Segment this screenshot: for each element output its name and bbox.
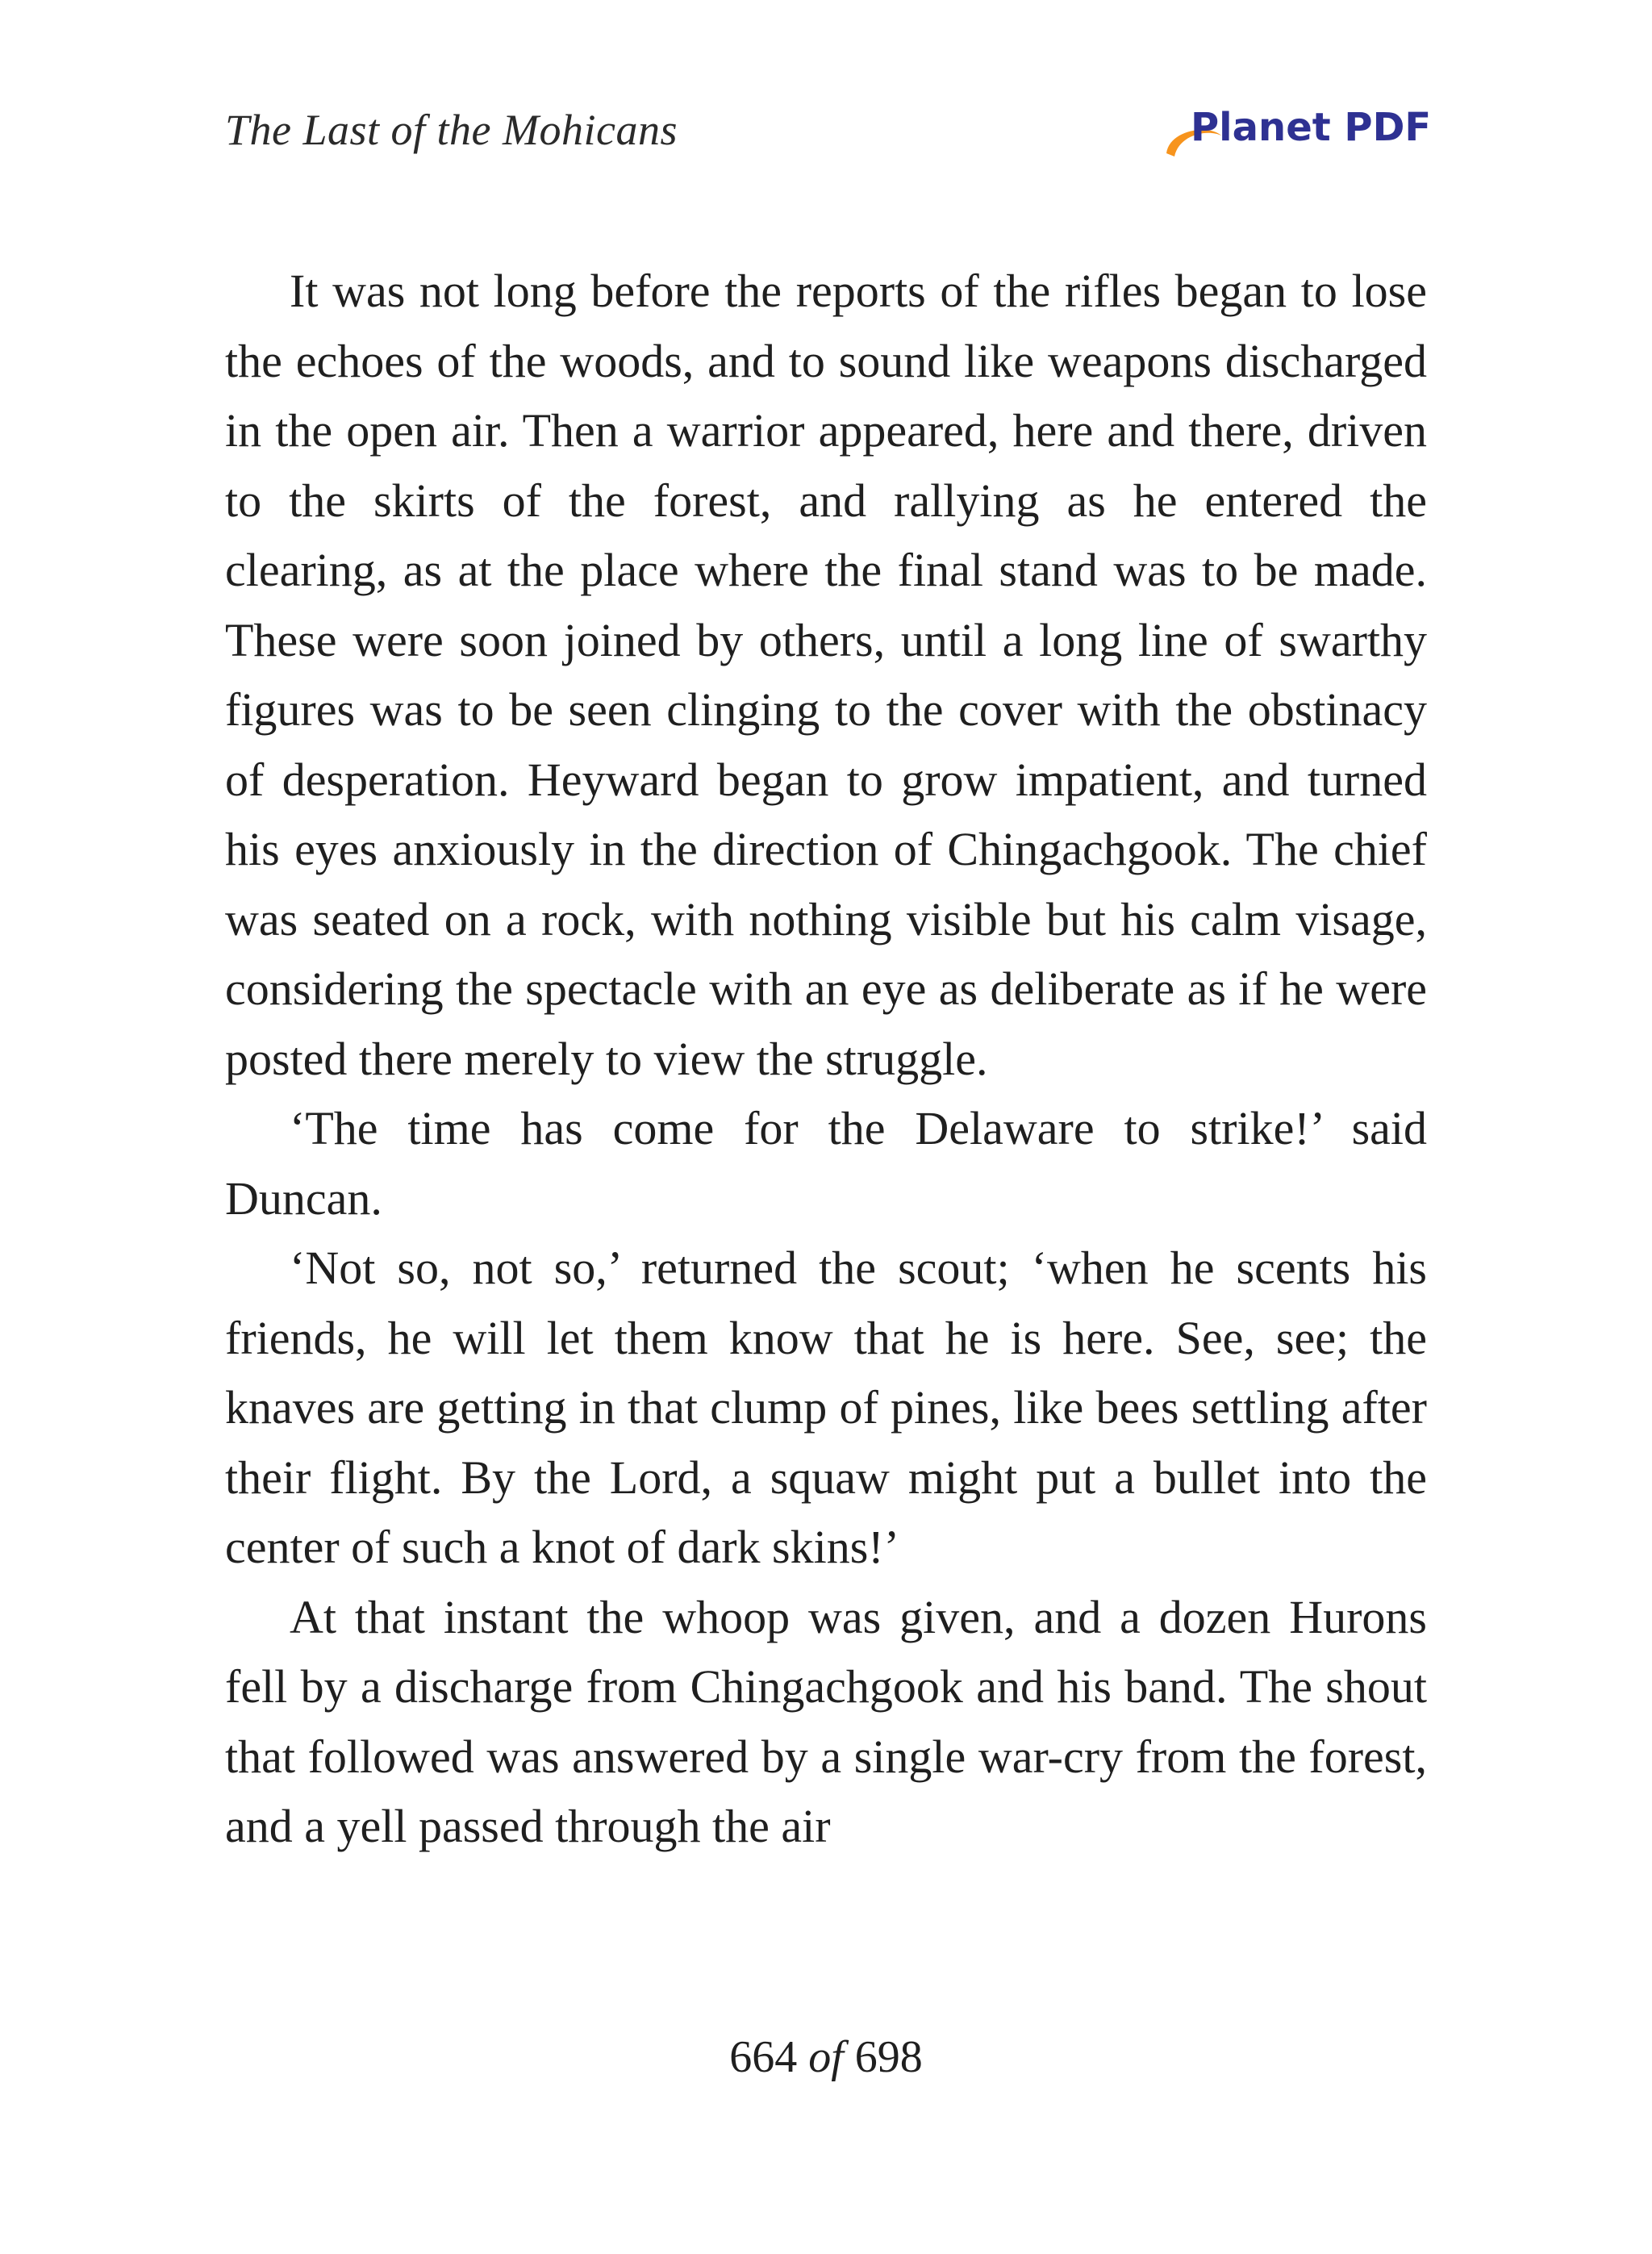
of-label: of [808, 2032, 844, 2082]
planet-pdf-logo[interactable] [1162, 105, 1432, 169]
paragraph-3: ‘Not so, not so,’ returned the scout; ‘when he scents his friends, he will let them know that he is here. See, see; the knaves are getting in that clump of pines, like bees settling after their flight. By the Lord, a squaw might put a bullet into the center of such a knot of dark skins!’ [225, 1242, 1427, 1573]
paragraph-1: It was not long before the reports of the rifles began to lose the echoes of the woods, and to sound like weapons discharged in the open air. Then a warrior appeared, here and there, driven to the skirts of the forest, and rallying as he entered the clearing, as at the place where the final stand was to be made. These were soon joined by others, until a long line of swarthy figures was to be seen clinging to the cover with the obstinacy of desperation. Heyward began to grow impatient, and turned his eyes anxiously in the direction of Chingachgook. The chief was seated on a rock, with nothing visible but his calm visage, considering the spectacle with an eye as deliberate as if he were posted there merely to view the struggle. [225, 265, 1427, 1085]
current-page: 664 [729, 2032, 798, 2082]
page-number [0, 2031, 1652, 2083]
body-text [225, 257, 1427, 1862]
book-title: The Last of the Mohicans [225, 106, 678, 154]
logo-text: Planet PDF [1191, 105, 1432, 150]
paragraph-4: At that instant the whoop was given, and a dozen Hurons fell by a discharge from Chingachgook and his band. The shout that followed was answered by a single war-cry from the forest, and a yell passed through the air [225, 1590, 1427, 1852]
total-pages: 698 [854, 2032, 923, 2082]
paragraph-2: ‘The time has come for the Delaware to strike!’ said Duncan. [225, 1102, 1427, 1225]
